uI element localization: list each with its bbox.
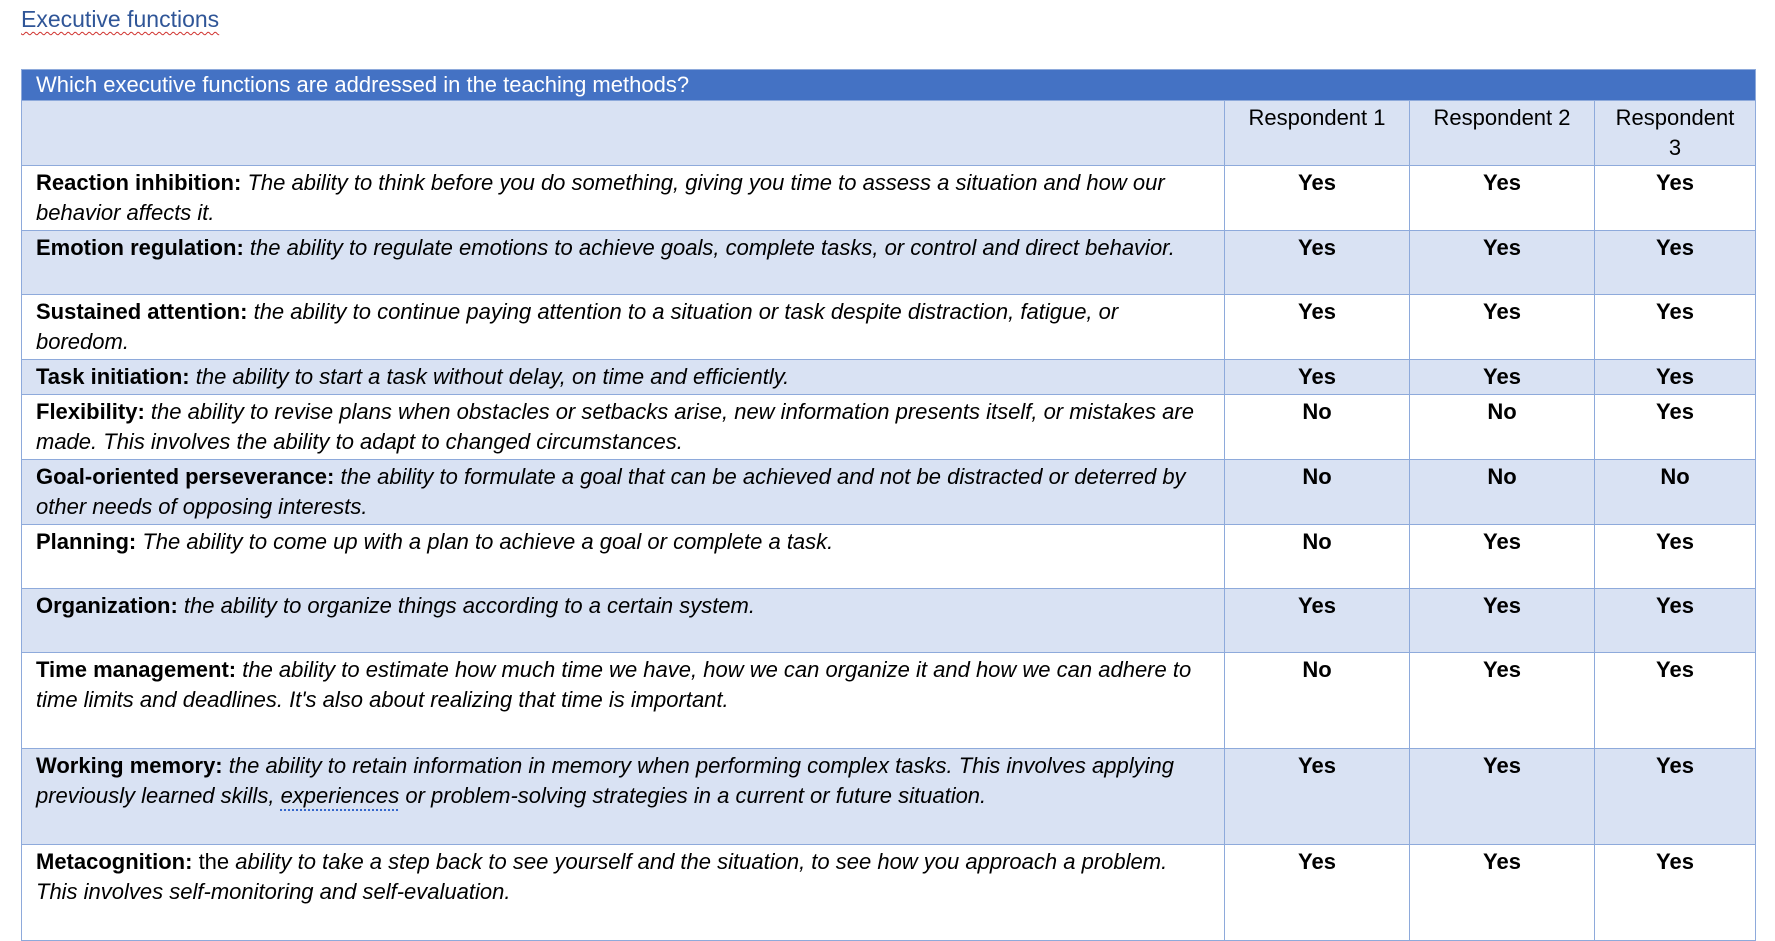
column-header-respondent-1: Respondent 1 <box>1225 101 1410 166</box>
answer-respondent-2: No <box>1410 460 1595 525</box>
function-description: ability to take a step back to see yourself and the situation, to see how you approach a problem. This involves self-monitoring and self-evaluation. <box>36 849 1168 904</box>
table-row <box>22 460 1756 525</box>
answer-respondent-2: Yes <box>1410 231 1595 295</box>
function-cell <box>22 360 1225 395</box>
function-term: Goal-oriented perseverance: <box>36 464 335 489</box>
answer-respondent-1: Yes <box>1225 589 1410 653</box>
answer-respondent-2: Yes <box>1410 166 1595 231</box>
function-description: The ability to think before you do something, giving you time to assess a situation and how our behavior affects it. <box>36 170 1165 225</box>
table-row <box>22 295 1756 360</box>
table-row <box>22 525 1756 589</box>
answer-respondent-3: Yes <box>1595 231 1756 295</box>
function-cell <box>22 460 1225 525</box>
function-description-prefix: the <box>198 849 230 874</box>
function-cell <box>22 525 1225 589</box>
function-cell <box>22 166 1225 231</box>
description-part: or problem-solving strategies in a current or future situation. <box>405 783 987 808</box>
column-header-respondent-3: Respondent 3 <box>1595 101 1756 166</box>
function-description: the ability to estimate how much time we have, how we can organize it and how we can adhere to time limits and deadlines. It's also about realizing that time is important. <box>36 657 1192 712</box>
answer-respondent-3: Yes <box>1595 295 1756 360</box>
answer-respondent-3: No <box>1595 460 1756 525</box>
table-title: Which executive functions are addressed in the teaching methods? <box>22 70 1756 101</box>
table-row <box>22 589 1756 653</box>
function-cell <box>22 749 1225 845</box>
answer-respondent-3: Yes <box>1595 166 1756 231</box>
table-row <box>22 395 1756 460</box>
function-term: Emotion regulation: <box>36 235 244 260</box>
answer-respondent-1: No <box>1225 653 1410 749</box>
table-title-row <box>22 70 1756 101</box>
answer-respondent-1: Yes <box>1225 231 1410 295</box>
answer-respondent-2: Yes <box>1410 360 1595 395</box>
table-row <box>22 749 1756 845</box>
answer-respondent-3: Yes <box>1595 749 1756 845</box>
answer-respondent-1: No <box>1225 460 1410 525</box>
answer-respondent-2: Yes <box>1410 749 1595 845</box>
executive-functions-table <box>21 69 1756 941</box>
table-row <box>22 653 1756 749</box>
answer-respondent-1: Yes <box>1225 749 1410 845</box>
answer-respondent-2: Yes <box>1410 295 1595 360</box>
answer-respondent-3: Yes <box>1595 360 1756 395</box>
answer-respondent-2: Yes <box>1410 589 1595 653</box>
answer-respondent-2: Yes <box>1410 653 1595 749</box>
function-description: the ability to regulate emotions to achieve goals, complete tasks, or control and direct behavior. <box>249 235 1175 260</box>
function-cell <box>22 653 1225 749</box>
function-cell <box>22 589 1225 653</box>
function-description: the ability to continue paying attention to a situation or task despite distraction, fatigue, or boredom. <box>36 299 1119 354</box>
function-term: Flexibility: <box>36 399 145 424</box>
table-header-row <box>22 101 1756 166</box>
table-row <box>22 845 1756 941</box>
function-term: Planning: <box>36 529 137 554</box>
answer-respondent-3: Yes <box>1595 845 1756 941</box>
function-term: Organization: <box>36 593 178 618</box>
answer-respondent-1: Yes <box>1225 166 1410 231</box>
column-header-respondent-2: Respondent 2 <box>1410 101 1595 166</box>
table-row <box>22 166 1756 231</box>
answer-respondent-3: Yes <box>1595 395 1756 460</box>
function-term: Working memory: <box>36 753 223 778</box>
heading-text: Executive functions <box>21 6 220 32</box>
answer-respondent-2: Yes <box>1410 845 1595 941</box>
table-row <box>22 360 1756 395</box>
function-term: Metacognition: <box>36 849 193 874</box>
function-cell <box>22 231 1225 295</box>
answer-respondent-3: Yes <box>1595 589 1756 653</box>
answer-respondent-3: Yes <box>1595 525 1756 589</box>
function-term: Reaction inhibition: <box>36 170 242 195</box>
answer-respondent-1: Yes <box>1225 360 1410 395</box>
function-description: the ability to formulate a goal that can be achieved and not be distracted or deterred by other needs of opposing interests. <box>36 464 1186 519</box>
answer-respondent-1: Yes <box>1225 845 1410 941</box>
function-description: the ability to revise plans when obstacles or setbacks arise, new information presents itself, or mistakes are made. This involves the ability to adapt to changed circumstances. <box>36 399 1194 454</box>
function-cell <box>22 845 1225 941</box>
document-heading <box>21 6 219 33</box>
function-cell <box>22 395 1225 460</box>
answer-respondent-1: No <box>1225 395 1410 460</box>
header-empty-cell <box>22 101 1225 166</box>
answer-respondent-2: No <box>1410 395 1595 460</box>
answer-respondent-1: Yes <box>1225 295 1410 360</box>
function-term: Time management: <box>36 657 237 682</box>
answer-respondent-2: Yes <box>1410 525 1595 589</box>
grammar-flagged-word: experiences <box>280 783 400 808</box>
description-part: the ability to retain information in memory when performing complex tasks. This involves applying previously learned skills, <box>36 753 1174 808</box>
function-term: Task initiation: <box>36 364 190 389</box>
function-term: Sustained attention: <box>36 299 248 324</box>
answer-respondent-3: Yes <box>1595 653 1756 749</box>
function-description: The ability to come up with a plan to achieve a goal or complete a task. <box>142 529 834 554</box>
function-description: the ability to start a task without delay, on time and efficiently. <box>195 364 790 389</box>
function-cell <box>22 295 1225 360</box>
table-row <box>22 231 1756 295</box>
function-description: the ability to organize things according to a certain system. <box>183 593 755 618</box>
answer-respondent-1: No <box>1225 525 1410 589</box>
